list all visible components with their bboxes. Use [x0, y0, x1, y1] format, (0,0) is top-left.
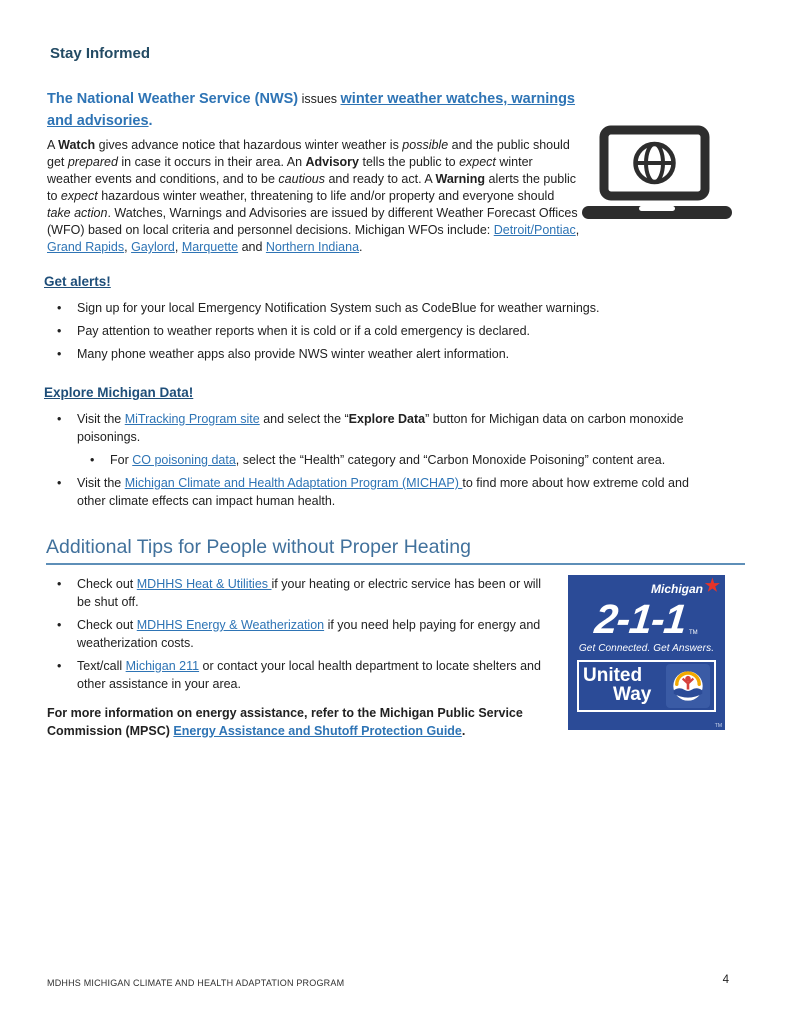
inline-text: Visit the [77, 412, 125, 426]
inline-text: For [110, 453, 133, 467]
page-number: 4 [722, 974, 729, 986]
trademark-text-small: TM [714, 723, 722, 729]
inline-text: The National Weather Service (NWS) [47, 91, 299, 107]
list-item [47, 345, 745, 363]
section-heading-additional-tips: Additional Tips for People without Proper Heating [46, 536, 745, 565]
inline-text: . [359, 240, 363, 254]
inline-link[interactable]: Detroit/Pontiac [493, 223, 576, 237]
bullet-text [77, 659, 541, 691]
logo-michigan-text: Michigan [650, 582, 703, 596]
logo-211-row [577, 596, 716, 643]
inline-text: issues [298, 92, 341, 106]
inline-text: hazardous winter weather, threatening to life and/or property and everyone should [97, 189, 555, 203]
bullet-text [77, 577, 541, 609]
inline-text: Check out [77, 577, 137, 591]
get-alerts-list [47, 299, 745, 363]
inline-text: . [148, 113, 153, 129]
bullet-text: Many phone weather apps also provide NWS winter weather alert information. [77, 347, 510, 361]
watch-advisory-warning-paragraph [47, 137, 580, 256]
inline-link[interactable]: Marquette [181, 240, 239, 254]
list-item [47, 299, 745, 317]
united-way-line2: Way [613, 684, 652, 705]
inline-text: possible [402, 138, 449, 152]
inline-link[interactable]: MDHHS Heat & Utilities [136, 577, 272, 591]
inline-text: Visit the [77, 476, 125, 490]
inline-text: Watch [58, 138, 96, 152]
bullet-text [110, 453, 665, 467]
inline-text: take action [47, 206, 108, 220]
inline-text: Warning [435, 172, 486, 186]
list-item [47, 616, 557, 652]
inline-text: winter weather events and conditions, and to be [47, 155, 533, 186]
united-way-text [583, 667, 661, 704]
bullet-text: Pay attention to weather reports when it is cold or if a cold emergency is declared. [77, 324, 531, 338]
inline-text: For more information on energy assistance, refer to the Michigan Public Service Commission (MPSC) [47, 706, 523, 738]
inline-text: tells the public to [359, 155, 460, 169]
inline-link[interactable]: MDHHS Energy & Weatherization [136, 618, 325, 632]
inline-link[interactable]: Energy Assistance and Shutoff Protection Guide [173, 723, 462, 738]
united-way-emblem-svg [669, 667, 707, 705]
inline-link[interactable]: Michigan 211 [125, 659, 200, 673]
inline-link[interactable]: Northern Indiana [265, 240, 360, 254]
section-heading-explore-michigan-data: Explore Michigan Data! [44, 385, 194, 400]
inline-text: gives advance notice that hazardous winter weather is [95, 138, 403, 152]
inline-text: , [124, 240, 132, 254]
inline-text: alerts the public to [47, 172, 577, 203]
nws-lead-paragraph [47, 88, 595, 132]
united-way-box [577, 660, 716, 712]
section-heading-get-alerts: Get alerts! [44, 274, 111, 289]
united-way-line1: United [583, 665, 643, 687]
laptop-globe-icon [582, 125, 732, 219]
inline-text: , [174, 240, 182, 254]
explore-data-list [47, 410, 712, 510]
inline-link[interactable]: MiTracking Program site [124, 412, 260, 426]
inline-text: . Watches, Warnings and Advisories are issued by different Weather Forecast Offices (WFO) based on local criteria and personnel decisions. Michigan WFOs include: [47, 206, 578, 237]
inline-text: if you need help paying for energy and weatherization costs. [77, 618, 541, 650]
inline-text: A [47, 138, 59, 152]
inline-text: Advisory [305, 155, 359, 169]
inline-text: to find more about how extreme cold and other climate effects can impact human health. [77, 476, 689, 508]
inline-link[interactable]: Gaylord [131, 240, 175, 254]
inline-text: prepared [67, 155, 118, 169]
inline-text: Check out [77, 618, 137, 632]
star-icon: ★ [704, 576, 720, 595]
logo-211-number: 2-1-1 [592, 596, 689, 643]
inline-link[interactable]: Grand Rapids [47, 240, 125, 254]
inline-link[interactable]: winter weather watches, warnings and advisories [47, 91, 576, 129]
logo-tagline: Get Connected. Get Answers. [578, 643, 715, 654]
inline-text: and the public should get [47, 138, 570, 169]
bullet-text [77, 476, 689, 508]
inline-text: cautious [278, 172, 325, 186]
inline-link[interactable]: Michigan Climate and Health Adaptation Program (MICHAP) [124, 476, 463, 490]
michigan-211-logo [568, 575, 725, 730]
list-item [47, 410, 712, 446]
list-item [47, 575, 557, 611]
united-way-emblem-icon [666, 664, 710, 708]
list-item-sub [47, 451, 712, 469]
list-item [47, 474, 712, 510]
inline-text: , select the “Health” category and “Carbon Monoxide Poisoning” content area. [235, 453, 666, 467]
bullet-text [77, 618, 540, 650]
inline-text: and select the “ [259, 412, 349, 426]
inline-text: ” button for Michigan data on carbon monoxide poisonings. [77, 412, 684, 444]
inline-text: if your heating or electric service has been or will be shut off. [77, 577, 542, 609]
inline-text: expect [60, 189, 98, 203]
section-heading-stay-informed: Stay Informed [50, 45, 151, 62]
inline-text: Explore Data [348, 412, 426, 426]
footer-program-name: MDHHS MICHIGAN CLIMATE AND HEALTH ADAPTATION PROGRAM [47, 978, 345, 988]
inline-text: . [461, 723, 466, 738]
list-item [47, 657, 557, 693]
logo-michigan-row [577, 576, 720, 597]
trademark-text: TM [689, 630, 698, 636]
inline-text: and [238, 240, 266, 254]
laptop-globe-svg [582, 125, 732, 219]
inline-text: Text/call [77, 659, 126, 673]
heating-tips-list [47, 575, 557, 693]
energy-assistance-note [47, 705, 571, 740]
bullet-text [77, 412, 684, 444]
inline-link[interactable]: CO poisoning data [132, 453, 236, 467]
inline-text: and ready to act. A [324, 172, 436, 186]
list-item [47, 322, 745, 340]
inline-text: in case it occurs in their area. An [117, 155, 306, 169]
inline-text: or contact your local health department to locate shelters and other assistance in your area. [77, 659, 541, 691]
inline-text: expect [459, 155, 496, 169]
inline-text: , [575, 223, 580, 237]
bullet-text: Sign up for your local Emergency Notification System such as CodeBlue for weather warnings. [77, 301, 600, 315]
